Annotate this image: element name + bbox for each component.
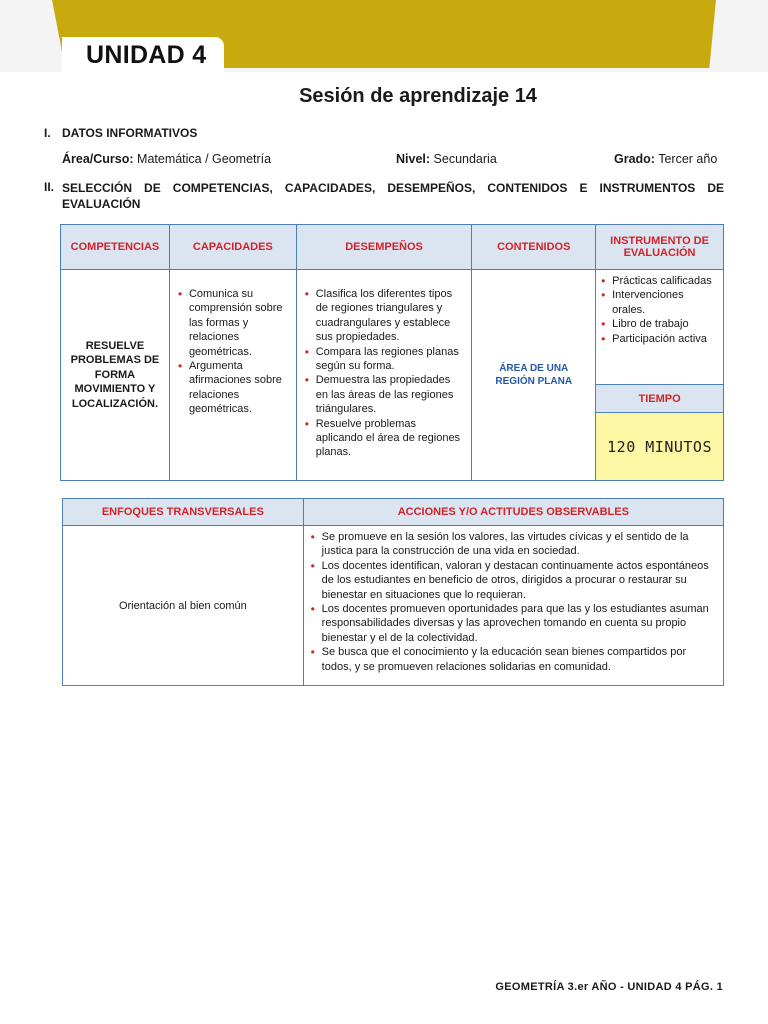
header-acciones: ACCIONES Y/O ACTITUDES OBSERVABLES	[303, 499, 723, 526]
list-item: • Se promueve en la sesión los valores, las virtudes cívicas y el sentido de la justica para la construcción de una vida en sociedad.	[311, 530, 717, 559]
list-item: • Intervenciones orales.	[601, 288, 717, 317]
list-item: • Demuestra las propiedades en las áreas de las regiones triángulares.	[305, 373, 464, 416]
header-contenidos: CONTENIDOS	[472, 225, 596, 270]
competencias-table	[60, 224, 724, 481]
tiempo-value: 120 MINUTOS	[596, 413, 724, 481]
capacidades-cell	[169, 270, 296, 481]
info-nivel	[396, 152, 497, 166]
list-item: • Comunica su comprensión sobre las formas y relaciones geométricas.	[178, 287, 290, 359]
list-item: • Clasifica los diferentes tipos de regiones triangulares y cuadrangulares y establece sus propiedades.	[305, 287, 464, 345]
contenido-cell	[472, 270, 596, 481]
acciones-list	[304, 526, 723, 681]
desempenos-list	[297, 270, 472, 460]
header-enfoques: ENFOQUES TRANSVERSALES	[63, 499, 304, 526]
competencia-text: RESUELVE PROBLEMAS DE FORMA MOVIMIENTO Y LOCALIZACIÓN.	[70, 339, 160, 410]
competencia-cell	[61, 270, 170, 481]
header-desempenos: DESEMPEÑOS	[296, 225, 472, 270]
section-2-number: II.	[44, 180, 55, 194]
instrumentos-list	[596, 270, 723, 346]
nivel-value: Secundaria	[433, 152, 497, 166]
section-1-title: DATOS INFORMATIVOS	[62, 126, 198, 140]
grado-value: Tercer año	[658, 152, 718, 166]
contenido-text: ÁREA DE UNA REGIÓN PLANA	[495, 362, 573, 387]
list-item: • Los docentes identifican, valoran y destacan continuamente actos espontáneos de los estudiantes en beneficio de otros, dirigidos a procurar o restaurar su bienestar en situaciones que lo requieran.	[311, 559, 717, 602]
page-footer: GEOMETRÍA 3.er AÑO - UNIDAD 4 PÁG. 1	[495, 981, 723, 993]
section-1-number: I.	[44, 126, 51, 140]
session-title: Sesión de aprendizaje 14	[299, 85, 537, 107]
nivel-label: Nivel:	[396, 152, 431, 166]
header-instrumento: INSTRUMENTO DE EVALUACIÓN	[596, 225, 724, 270]
section-2-title: SELECCIÓN DE COMPETENCIAS, CAPACIDADES, DESEMPEÑOS, CONTENIDOS E INSTRUMENTOS DE EVALUACIÓN	[62, 181, 724, 211]
tiempo-label: TIEMPO	[596, 385, 724, 413]
enfoque-cell: Orientación al bien común	[63, 526, 304, 686]
list-item: • Se busca que el conocimiento y la educación sean bienes compartidos por todos, y se promueven relaciones solidarias en comunidad.	[311, 645, 717, 674]
section-1-heading	[44, 126, 444, 142]
info-area	[62, 152, 271, 166]
unit-title: UNIDAD 4	[86, 41, 207, 69]
acciones-cell	[303, 526, 723, 686]
capacidades-list	[170, 270, 296, 417]
list-item: • Prácticas calificadas	[601, 274, 717, 288]
instrumentos-cell	[596, 270, 724, 385]
list-item: • Los docentes promueven oportunidades para que las y los estudiantes asuman responsabilidades diversas y las aprovechen tomando en cuenta su propio bienestar y el de la colectividad.	[311, 602, 717, 645]
header-capacidades: CAPACIDADES	[169, 225, 296, 270]
list-item: • Compara las regiones planas según su forma.	[305, 345, 464, 374]
list-item: • Libro de trabajo	[601, 317, 717, 331]
grado-label: Grado:	[614, 152, 655, 166]
list-item: • Argumenta afirmaciones sobre relaciones geométricas.	[178, 359, 290, 417]
header-competencias: COMPETENCIAS	[61, 225, 170, 270]
info-grado	[614, 152, 717, 166]
list-item: • Resuelve problemas aplicando el área de regiones planas.	[305, 417, 464, 460]
area-label: Área/Curso:	[62, 152, 134, 166]
desempenos-cell	[296, 270, 472, 481]
list-item: • Participación activa	[601, 332, 717, 346]
area-value: Matemática / Geometría	[137, 152, 272, 166]
enfoques-table	[62, 498, 724, 686]
